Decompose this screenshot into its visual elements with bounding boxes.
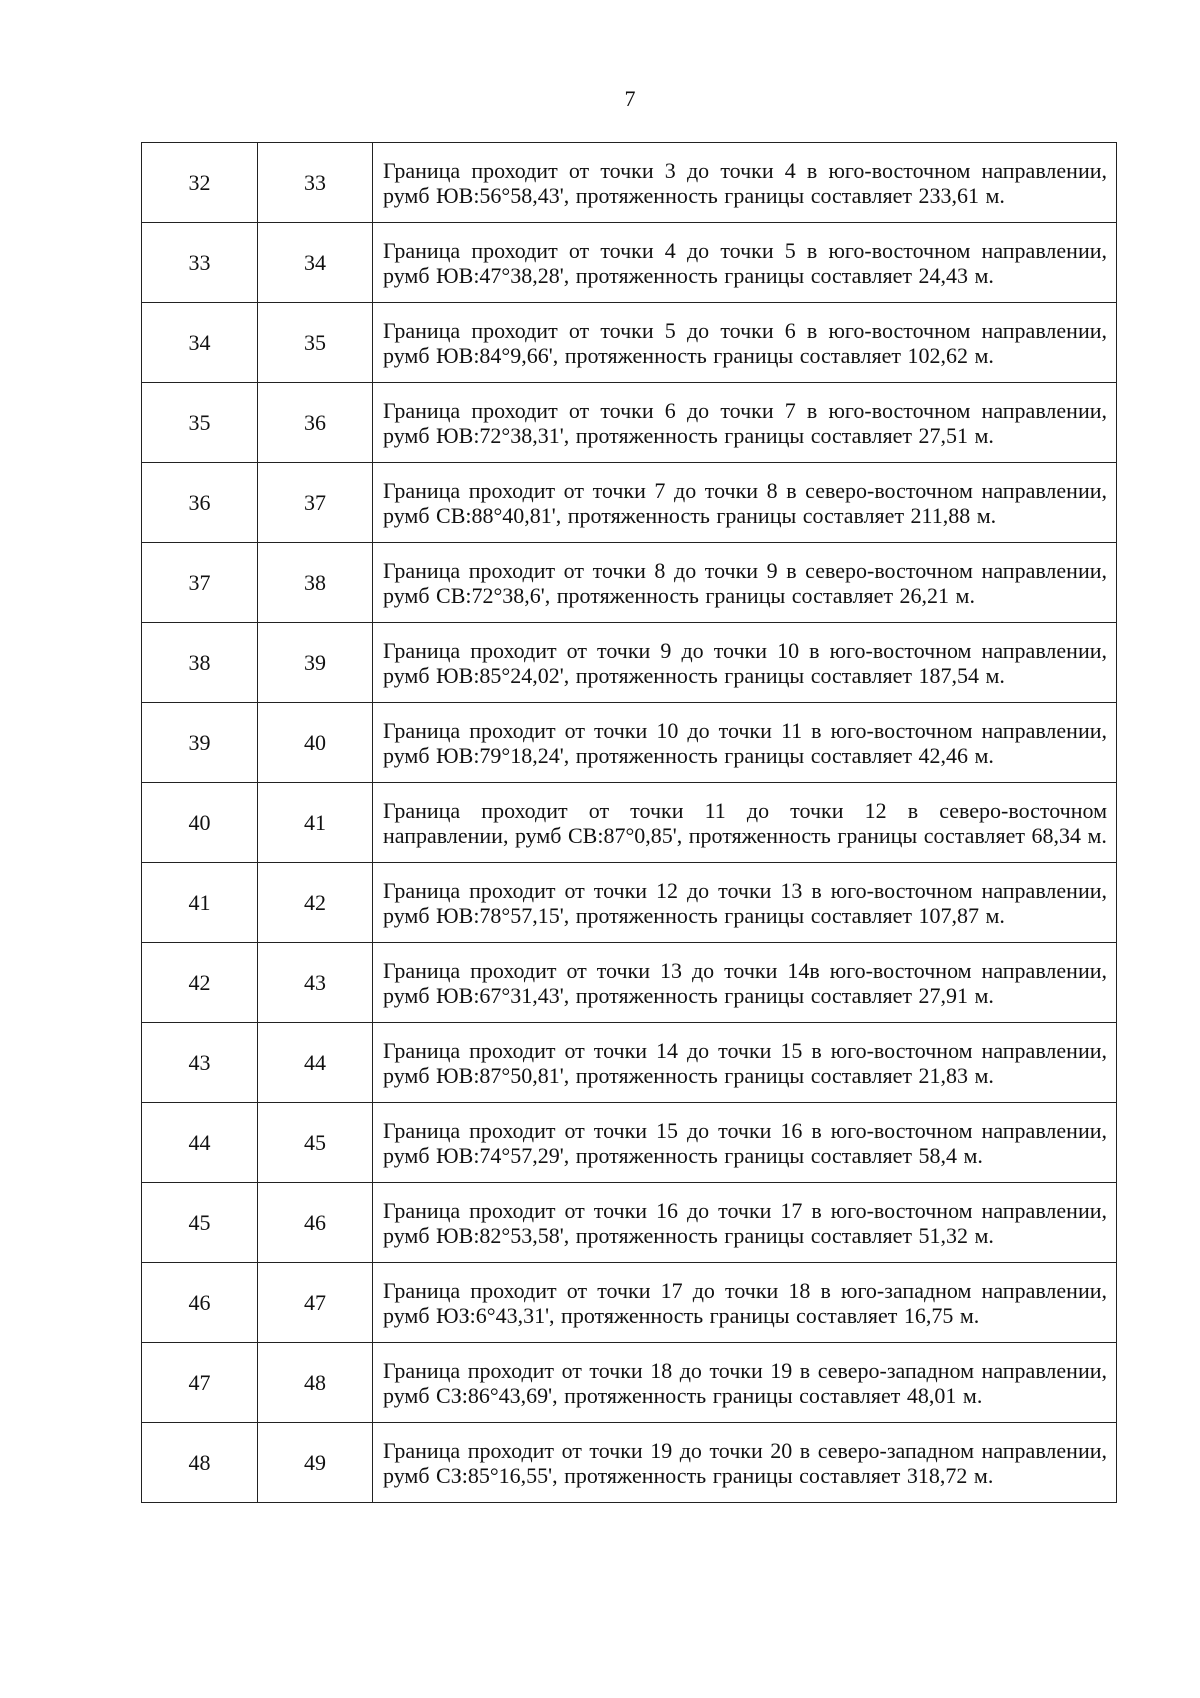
table-row: [142, 703, 1117, 783]
boundary-description-cell: Граница проходит от точки 10 до точки 11 в юго-восточном направлении, румб ЮВ:79°18,24', протяженность границы составляет 42,46 м.: [373, 703, 1117, 783]
point-to-cell: 42: [258, 863, 373, 943]
table-row: [142, 383, 1117, 463]
point-to-cell: 33: [258, 143, 373, 223]
point-to-cell: 46: [258, 1183, 373, 1263]
table-row: [142, 1023, 1117, 1103]
point-to-cell: 36: [258, 383, 373, 463]
point-from-cell: 42: [142, 943, 258, 1023]
table-row: [142, 1423, 1117, 1503]
point-from-cell: 44: [142, 1103, 258, 1183]
point-to-cell: 37: [258, 463, 373, 543]
table-row: [142, 783, 1117, 863]
page-number: 7: [624, 86, 636, 111]
point-from-cell: 46: [142, 1263, 258, 1343]
table-row: [142, 1343, 1117, 1423]
table-row: [142, 623, 1117, 703]
boundary-description-cell: Граница проходит от точки 9 до точки 10 в юго-восточном направлении, румб ЮВ:85°24,02', протяженность границы составляет 187,54 м.: [373, 623, 1117, 703]
point-to-cell: 48: [258, 1343, 373, 1423]
point-from-cell: 36: [142, 463, 258, 543]
boundary-description-cell: Граница проходит от точки 15 до точки 16 в юго-восточном направлении, румб ЮВ:74°57,29', протяженность границы составляет 58,4 м.: [373, 1103, 1117, 1183]
point-from-cell: 35: [142, 383, 258, 463]
point-from-cell: 47: [142, 1343, 258, 1423]
point-from-cell: 39: [142, 703, 258, 783]
table-row: [142, 863, 1117, 943]
boundary-description-cell: Граница проходит от точки 12 до точки 13 в юго-восточном направлении, румб ЮВ:78°57,15', протяженность границы составляет 107,87 м.: [373, 863, 1117, 943]
boundary-description-cell: Граница проходит от точки 5 до точки 6 в юго-восточном направлении, румб ЮВ:84°9,66', протяженность границы составляет 102,62 м.: [373, 303, 1117, 383]
boundary-description-cell: Граница проходит от точки 11 до точки 12 в северо-восточном направлении, румб СВ:87°0,85', протяженность границы составляет 68,34 м.: [373, 783, 1117, 863]
table-row: [142, 943, 1117, 1023]
boundary-description-cell: Граница проходит от точки 7 до точки 8 в северо-восточном направлении, румб СВ:88°40,81', протяженность границы составляет 211,88 м.: [373, 463, 1117, 543]
table-row: [142, 463, 1117, 543]
boundary-description-cell: Граница проходит от точки 18 до точки 19 в северо-западном направлении, румб СЗ:86°43,69', протяженность границы составляет 48,01 м.: [373, 1343, 1117, 1423]
point-from-cell: 41: [142, 863, 258, 943]
boundary-description-cell: Граница проходит от точки 8 до точки 9 в северо-восточном направлении, румб СВ:72°38,6', протяженность границы составляет 26,21 м.: [373, 543, 1117, 623]
boundary-description-cell: Граница проходит от точки 19 до точки 20 в северо-западном направлении, румб СЗ:85°16,55', протяженность границы составляет 318,72 м.: [373, 1423, 1117, 1503]
table-row: [142, 303, 1117, 383]
table-row: [142, 223, 1117, 303]
boundary-description-cell: Граница проходит от точки 16 до точки 17 в юго-восточном направлении, румб ЮВ:82°53,58', протяженность границы составляет 51,32 м.: [373, 1183, 1117, 1263]
point-to-cell: 45: [258, 1103, 373, 1183]
table-row: [142, 1183, 1117, 1263]
point-to-cell: 49: [258, 1423, 373, 1503]
table-row: [142, 143, 1117, 223]
point-to-cell: 40: [258, 703, 373, 783]
point-to-cell: 34: [258, 223, 373, 303]
table-row: [142, 1103, 1117, 1183]
point-from-cell: 38: [142, 623, 258, 703]
point-from-cell: 33: [142, 223, 258, 303]
point-to-cell: 39: [258, 623, 373, 703]
point-to-cell: 35: [258, 303, 373, 383]
boundary-description-cell: Граница проходит от точки 13 до точки 14в юго-восточном направлении, румб ЮВ:67°31,43', протяженность границы составляет 27,91 м.: [373, 943, 1117, 1023]
boundary-description-cell: Граница проходит от точки 6 до точки 7 в юго-восточном направлении, румб ЮВ:72°38,31', протяженность границы составляет 27,51 м.: [373, 383, 1117, 463]
point-to-cell: 38: [258, 543, 373, 623]
point-from-cell: 34: [142, 303, 258, 383]
boundary-description-cell: Граница проходит от точки 3 до точки 4 в юго-восточном направлении, румб ЮВ:56°58,43', протяженность границы составляет 233,61 м.: [373, 143, 1117, 223]
point-from-cell: 32: [142, 143, 258, 223]
boundary-description-cell: Граница проходит от точки 4 до точки 5 в юго-восточном направлении, румб ЮВ:47°38,28', протяженность границы составляет 24,43 м.: [373, 223, 1117, 303]
boundary-description-cell: Граница проходит от точки 14 до точки 15 в юго-восточном направлении, румб ЮВ:87°50,81', протяженность границы составляет 21,83 м.: [373, 1023, 1117, 1103]
table-row: [142, 543, 1117, 623]
point-from-cell: 37: [142, 543, 258, 623]
point-from-cell: 48: [142, 1423, 258, 1503]
point-from-cell: 40: [142, 783, 258, 863]
point-to-cell: 47: [258, 1263, 373, 1343]
boundary-table: [141, 142, 1117, 1503]
point-to-cell: 44: [258, 1023, 373, 1103]
point-from-cell: 45: [142, 1183, 258, 1263]
point-to-cell: 43: [258, 943, 373, 1023]
point-to-cell: 41: [258, 783, 373, 863]
boundary-description-cell: Граница проходит от точки 17 до точки 18 в юго-западном направлении, румб ЮЗ:6°43,31', протяженность границы составляет 16,75 м.: [373, 1263, 1117, 1343]
point-from-cell: 43: [142, 1023, 258, 1103]
table-row: [142, 1263, 1117, 1343]
